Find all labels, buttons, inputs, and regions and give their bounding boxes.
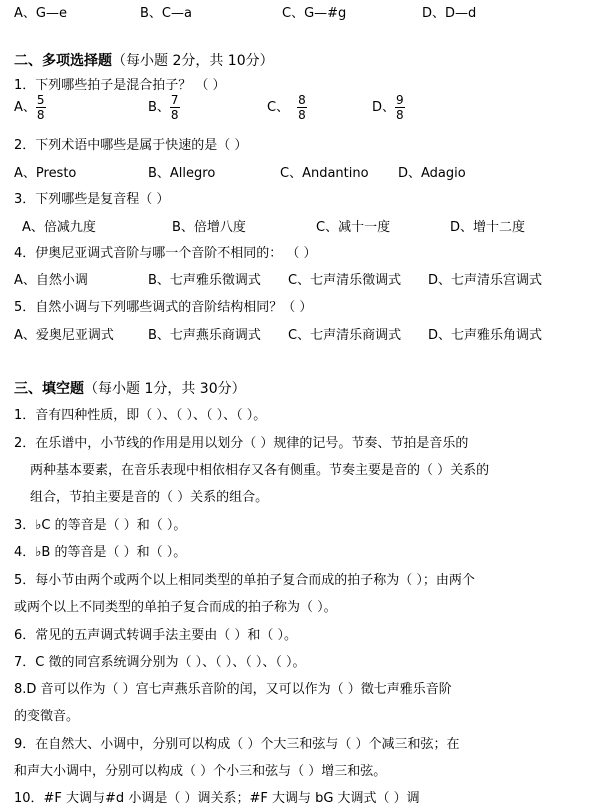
fill-q5-line2: 或两个以上不同类型的单拍子复合而成的拍子称为（ ）。 — [14, 600, 337, 615]
q1-option-c: C、 $\frac{8}{8}$ — [267, 93, 306, 122]
option-a: A、G—e — [14, 6, 67, 21]
q4-option-a: A、自然小调 — [14, 273, 88, 288]
fill-q3: 3．♭C 的等音是（ ）和（ ）。 — [14, 518, 187, 533]
q5-text: 5．自然小调与下列哪些调式的音阶结构相同？（ ） — [14, 300, 313, 315]
option-b: B、C—a — [140, 6, 192, 21]
q1-option-b: B、 $\frac{7}{8}$ — [148, 93, 179, 122]
q3-option-a: A、倍减九度 — [22, 220, 96, 235]
fill-q2-line2: 两种基本要素，在音乐表现中相依相存又各有侧重。节奏主要是音的（ ）关系的 — [30, 463, 490, 478]
q1-option-d: D、 $\frac{9}{8}$ — [372, 93, 404, 122]
q2-option-c: C、Andantino — [280, 166, 369, 181]
q5-option-c: C、七声清乐商调式 — [288, 328, 402, 343]
q3-option-c: C、减十一度 — [316, 220, 391, 235]
q2-option-b: B、Allegro — [148, 166, 216, 181]
q4-option-c: C、七声清乐徵调式 — [288, 273, 402, 288]
fill-q6: 6．常见的五声调式转调手法主要由（ ）和（ ）。 — [14, 628, 298, 643]
q3-text: 3．下列哪些是复音程（ ） — [14, 192, 170, 207]
fill-q8-line2: 的变徵音。 — [14, 709, 80, 724]
q5-option-a: A、爱奥尼亚调式 — [14, 328, 114, 343]
option-c: C、G—#g — [282, 6, 347, 21]
q5-option-b: B、七声燕乐商调式 — [148, 328, 261, 343]
fill-q1: 1．音有四种性质，即（ ）、（ ）、（ ）、（ ）。 — [14, 408, 267, 423]
q2-text: 2．下列术语中哪些是属于快速的是（ ） — [14, 138, 248, 153]
fill-q5-line1: 5．每小节由两个或两个以上相同类型的单拍子复合而成的拍子称为（ ）；由两个 — [14, 573, 475, 588]
q2-option-a: A、Presto — [14, 166, 77, 181]
fill-q9-line1: 9．在自然大、小调中，分别可以构成（ ）个大三和弦与（ ）个减三和弦；在 — [14, 737, 460, 752]
section3-note: （每小题 1分，共 30分） — [84, 381, 246, 397]
section3-heading: 三、填空题 — [14, 381, 84, 397]
fill-q7: 7．C 徵的同宫系统调分别为（ ）、（ ）、（ ）、（ ）。 — [14, 655, 306, 670]
q1-option-a: A、 $\frac{5}{8}$ — [14, 93, 45, 122]
q1-text: 1．下列哪些拍子是混合拍子？ （ ） — [14, 78, 226, 93]
option-d: D、D—d — [422, 6, 477, 21]
fill-q8-line1: 8.D 音可以作为（ ）宫七声燕乐音阶的闰，又可以作为（ ）徵七声雅乐音阶 — [14, 682, 452, 697]
fill-q2-line3: 组合，节拍主要是音的（ ）关系的组合。 — [30, 490, 269, 505]
q2-option-d: D、Adagio — [398, 166, 466, 181]
fill-q9-line2: 和声大小调中，分别可以构成（ ）个小三和弦与（ ）增三和弦。 — [14, 764, 387, 779]
q4-option-b: B、七声雅乐徵调式 — [148, 273, 261, 288]
fill-q10: 10．#F 大调与#d 小调是（ ）调关系；#F 大调与 bG 大调式（ ）调 — [14, 791, 420, 806]
q4-option-d: D、七声清乐宫调式 — [428, 273, 543, 288]
fill-q4: 4．♭B 的等音是（ ）和（ ）。 — [14, 545, 187, 560]
q3-option-d: D、增十二度 — [450, 220, 526, 235]
q4-text: 4．伊奥尼亚调式音阶与哪一个音阶不相同的： （ ） — [14, 246, 317, 261]
q3-option-b: B、倍增八度 — [172, 220, 246, 235]
section2-title — [14, 50, 274, 70]
section2-heading: 二、多项选择题 — [14, 53, 112, 69]
fill-q2-line1: 2．在乐谱中，小节线的作用是用以划分（ ）规律的记号。节奏、节拍是音乐的 — [14, 436, 469, 451]
section2-note: （每小题 2分，共 10分） — [112, 53, 274, 69]
section3-title — [14, 378, 246, 398]
q5-option-d: D、七声雅乐角调式 — [428, 328, 543, 343]
